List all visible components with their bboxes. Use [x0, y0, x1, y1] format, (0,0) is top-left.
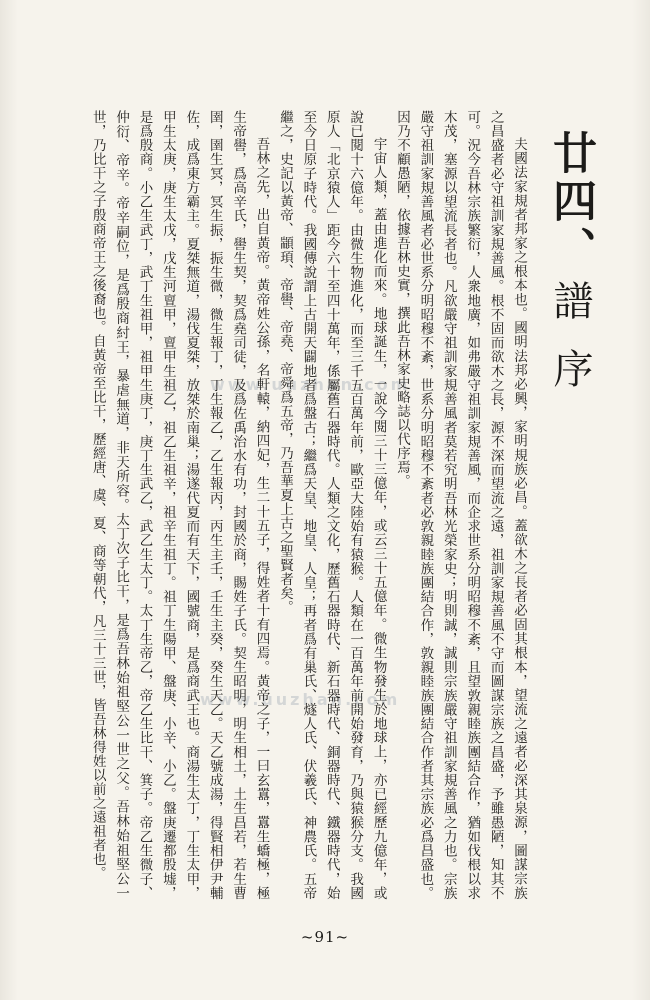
paragraph-1: 夫國法家規者邦家之根本也。國明法邦必興，家明規族必昌。蓋欲木之長者必固其根本，望流之遠者必深其泉源，圖謀宗族之昌盛者必守祖訓家規善風。根不固而欲木之長，源不深而望流之遠，祖訓家規善風不守而圖謀宗族之昌盛，予雖愚陋，知其不可。況今吾林宗族繁衍，人衆地廣，如弗嚴守祖訓家規善風，而企求世系分明昭穆不紊，且望敦親睦族團結合作，猶如伐根以求木茂，塞源以望流長者也。凡欲嚴守祖訓家規善風者莫若究明吾林光榮家史；明則誠，誠則宗族嚴守祖訓家規善風之力也。宗族嚴守祖訓家規善風者必世系分明昭穆不紊，世系分明昭穆不紊者必敦親睦族團結合作，敦親睦族團結合作者其宗族必爲昌盛也。因乃不顧愚陋，依據吾林史實，撰此吾林家史略誌以代序焉。 — [393, 110, 527, 900]
chapter-number: 廿四、 — [545, 130, 596, 274]
watermark-bottom: www.uuzhan.com — [200, 690, 401, 709]
chapter-title: 譜序 — [547, 280, 593, 416]
chapter-heading — [540, 130, 600, 430]
page-number: ~91~ — [300, 928, 350, 946]
preface-body — [85, 110, 530, 900]
paragraph-2: 宇宙人類，蓋由進化而來。地球誕生，一說今閱三十三億年，或云三十五億年。微生物發生於地球上，亦已經歷九億年，或說已閱十六億年。由微生物進化，而至三千五百萬年前，歐亞大陸始有猿猴。人類在一百萬年前開始發育，乃與猿猴分支。我國原人「北京猿人」距今六十至四十萬年，係屬舊石器時代。人類之文化，歷舊石器時代、新石器時代、銅器時代、鐵器時代，始至今日原子時代。我國傳說謂上古開天闢地者爲盤古；繼爲天皇、地皇、人皇；再者爲有巢氏、燧人氏、伏羲氏、神農氏。五帝繼之，史記以黃帝、顓頊、帝嚳、帝堯、帝舜爲五帝，乃吾華夏上古之聖賢者矣。 — [276, 110, 387, 900]
watermark-top: www.uuzhan.com — [210, 375, 411, 394]
paragraph-3: 吾林之先，出自黃帝。黃帝姓公孫，名軒轅，納四妃，生二十五子，得姓者十有四焉。黃帝之子，一曰玄囂，囂生蟜極，極生帝嚳，爲高辛氏，嚳生契，契爲堯司徒，及爲佐禹治水有功，封國於商，賜姓子氏。契生昭明，明生相土，土生昌若，若生曹圉，圉生冥，冥生振，振生微，微生報丁，丁生報乙，乙生報丙，丙生主壬，壬生主癸，癸生天乙。天乙號成湯，得賢相伊尹輔佐，成爲東方霸主。夏桀無道，湯伐夏桀，放桀於南巢；湯遂代夏而有天下，國號商，是爲商武王也。商湯生太丁，丁生太甲，甲生太庚，庚生太戊，戊生河亶甲，亶甲生祖乙，祖乙生祖辛，祖辛生祖丁。祖丁生陽甲、盤庚、小辛、小乙。盤庚遷都殷墟，是爲殷商。小乙生武丁，武丁生祖甲，祖甲生庚丁，庚丁生武乙，武乙生太丁。太丁生帝乙，帝乙生比干、箕子。帝乙生微子、仲衍、帝辛。帝辛嗣位，是爲殷商紂王，暴虐無道，非天所容。太丁次子比干，是爲吾林始祖堅公一世之父。吾林始祖堅公一世，乃比干之子殷商帝王之後裔也。自黃帝至比干，歷經唐、虞、夏、商等朝代，凡三十三世，皆吾林得姓以前之遠祖者也。 — [89, 110, 270, 900]
